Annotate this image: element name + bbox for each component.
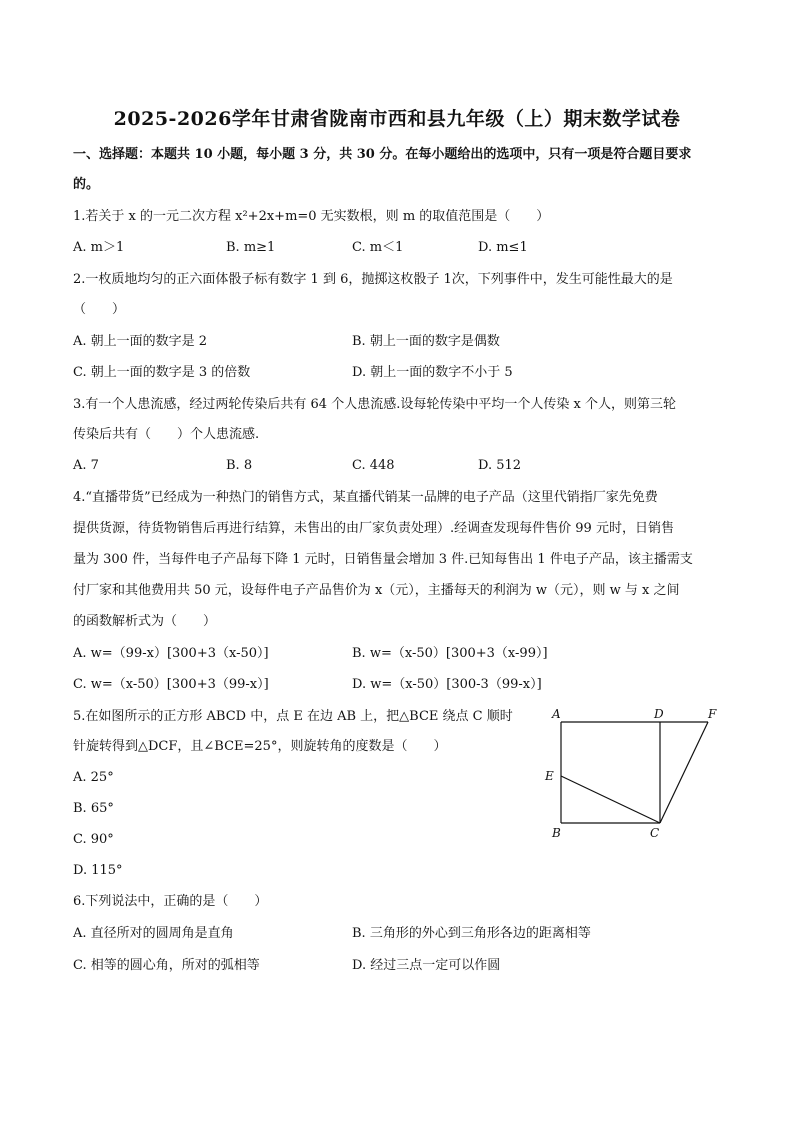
question-4-stem-line2: 提供货源，待货物销售后再进行结算，未售出的由厂家负责处理）.经调查发现每件售价 99 元时，日销售 bbox=[73, 521, 674, 536]
question-4-option-c: C. w=（x-50）[300+3（99-x）] bbox=[73, 677, 269, 692]
question-3-option-a: A. 7 bbox=[73, 458, 99, 473]
segment-fc bbox=[660, 722, 708, 823]
label-a: A bbox=[552, 707, 561, 721]
question-3-stem-line2: 传染后共有（ ）个人患流感. bbox=[73, 427, 260, 442]
question-2-option-a: A. 朝上一面的数字是 2 bbox=[73, 334, 208, 349]
question-4-stem-line4: 付厂家和其他费用共 50 元，设每件电子产品售价为 x（元），主播每天的利润为 w（元），则 w 与 x 之间 bbox=[73, 583, 680, 598]
question-1-option-a: A. m＞1 bbox=[73, 240, 125, 255]
section-instructions-line2: 的。 bbox=[73, 177, 100, 192]
question-2-option-c: C. 朝上一面的数字是 3 的倍数 bbox=[73, 365, 251, 380]
question-3-option-b: B. 8 bbox=[226, 458, 253, 473]
question-3-option-d: D. 512 bbox=[478, 458, 522, 473]
question-5-stem-line1: 5.在如图所示的正方形 ABCD 中，点 E 在边 AB 上，把△BCE 绕点 C 顺时 bbox=[73, 709, 513, 724]
question-1-option-c: C. m＜1 bbox=[352, 240, 404, 255]
question-6-option-a: A. 直径所对的圆周角是直角 bbox=[73, 926, 234, 941]
section-instructions-line1: 一、选择题：本题共 10 小题，每小题 3 分，共 30 分。在每小题给出的选项中，只有一项是符合题目要求 bbox=[73, 147, 692, 162]
question-4-option-b: B. w=（x-50）[300+3（x-99）] bbox=[352, 646, 548, 661]
square-rotation-figure bbox=[540, 700, 740, 850]
question-2-option-d: D. 朝上一面的数字不小于 5 bbox=[352, 365, 513, 380]
question-5-option-b: B. 65° bbox=[73, 801, 114, 816]
segment-ec bbox=[561, 776, 660, 823]
question-2-stem-line2: （ ） bbox=[73, 302, 126, 317]
question-3-option-c: C. 448 bbox=[352, 458, 395, 473]
label-e: E bbox=[545, 769, 554, 783]
question-6-stem: 6.下列说法中，正确的是（ ） bbox=[73, 894, 268, 909]
figure-svg bbox=[540, 700, 740, 850]
question-4-option-d: D. w=（x-50）[300-3（99-x）] bbox=[352, 677, 542, 692]
question-4-stem-line1: 4.“直播带货”已经成为一种热门的销售方式，某直播代销某一品牌的电子产品（这里代销指厂家先免费 bbox=[73, 490, 658, 505]
question-1-option-d: D. m≤1 bbox=[478, 240, 528, 255]
label-b: B bbox=[552, 826, 561, 840]
question-2-stem-line1: 2.一枚质地均匀的正六面体骰子标有数字 1 到 6，抛掷这枚骰子 1次，下列事件中，发生可能性最大的是 bbox=[73, 272, 673, 287]
question-6-option-b: B. 三角形的外心到三角形各边的距离相等 bbox=[352, 926, 591, 941]
question-4-stem-line3: 量为 300 件，当每件电子产品每下降 1 元时，日销售量会增加 3 件.已知每售出 1 件电子产品，该主播需支 bbox=[73, 552, 693, 567]
question-1-option-b: B. m≥1 bbox=[226, 240, 276, 255]
exam-title: 2025-2026学年甘肃省陇南市西和县九年级（上）期末数学试卷 bbox=[113, 108, 681, 130]
question-3-stem-line1: 3.有一个人患流感，经过两轮传染后共有 64 个人患流感.设每轮传染中平均一个人传染 x 个人，则第三轮 bbox=[73, 397, 676, 412]
question-4-stem-line5: 的函数解析式为（ ） bbox=[73, 614, 217, 629]
question-4-option-a: A. w=（99-x）[300+3（x-50）] bbox=[73, 646, 269, 661]
question-2-option-b: B. 朝上一面的数字是偶数 bbox=[352, 334, 500, 349]
question-6-option-d: D. 经过三点一定可以作圆 bbox=[352, 958, 501, 973]
question-6-option-c: C. 相等的圆心角，所对的弧相等 bbox=[73, 958, 260, 973]
question-1-stem: 1.若关于 x 的一元二次方程 x²+2x+m=0 无实数根，则 m 的取值范围是（ ） bbox=[73, 209, 550, 224]
question-5-option-d: D. 115° bbox=[73, 863, 123, 878]
label-d: D bbox=[654, 707, 664, 721]
question-5-stem-line2: 针旋转得到△DCF，且∠BCE=25°，则旋转角的度数是（ ） bbox=[73, 739, 447, 754]
label-f: F bbox=[708, 707, 717, 721]
question-5-option-a: A. 25° bbox=[73, 770, 114, 785]
question-5-option-c: C. 90° bbox=[73, 832, 114, 847]
label-c: C bbox=[650, 826, 660, 840]
